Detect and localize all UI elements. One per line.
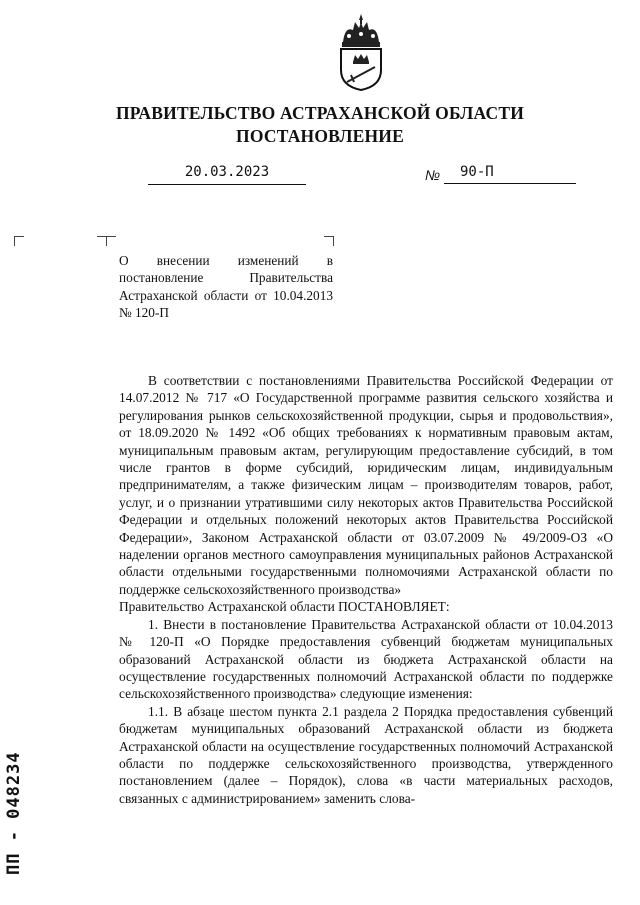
subject-corner-mark-right <box>324 236 334 246</box>
number-label: № <box>425 167 441 183</box>
organization-title: ПРАВИТЕЛЬСТВО АСТРАХАНСКОЙ ОБЛАСТИ <box>115 103 525 123</box>
document-type-title: ПОСТАНОВЛЕНИЕ <box>236 126 404 146</box>
coat-of-arms-icon <box>333 12 389 92</box>
body-paragraph-1: В соответствии с постановлениями Правительства Российской Федерации от 14.07.2012 № 717 «О Государственной программе развития сельского хозяйства и регулирования рынков сельскохозяйственной продукции, сырья и продовольствия», от 18.09.2020 № 1492 «Об общих требованиях к нормативным правовым актам, муниципальным правовым актам, регулирующим предоставление субсидий, в том числе грантов в форме субсидий, юридическим лицам, индивидуальным предпринимателям, а также физическим лицам – производителям товаров, работ, услуг, и о признании утратившими силу некоторых актов Правительства Российской Федерации и отдельных положений некоторых актов Правительства Российской Федерации», Законом Астраханской области от 03.07.2009 № 49/2009-ОЗ «О наделении органов местного самоуправления муниципальных районов Астраханской области отдельными государственными полномочиями Астраханской области по поддержке сельскохозяйственного производства» <box>119 373 613 597</box>
body-paragraph-4: 1.1. В абзаце шестом пункта 2.1 раздела 2 Порядка предоставления субвенций бюджетам муниципальных образований Астраханской области из бюджета Астраханской области на осуществление государственных полномочий Астраханской области по поддержке сельскохозяйственного производства, утвержденного постановлением (далее – Порядок), слова «в части материальных расходов, связанных с администрированием» заменить слова- <box>119 703 613 806</box>
document-subject <box>119 252 333 321</box>
document-body <box>119 372 613 807</box>
subject-corner-mark-left-b <box>106 236 116 246</box>
body-paragraph-3: 1. Внести в постановление Правительства Астраханской области от 10.04.2013 № 120-П «О Порядке предоставления субвенций бюджетам муниципальных образований Астраханской области из бюджета Астраханской области на осуществление государственных полномочий Астраханской области по поддержке сельскохозяйственного производства» следующие изменения: <box>119 616 613 702</box>
left-margin-corner-mark <box>14 236 24 246</box>
subject-text: О внесении изменений в постановление Правительства Астраханской области от 10.04.2013 № 120-П <box>119 253 333 320</box>
serial-number-stamp: ПП - 048234 <box>4 751 24 875</box>
document-date: 20.03.2023 <box>148 164 306 185</box>
document-number: 90-П <box>444 164 576 184</box>
body-paragraph-2: Правительство Астраханской области ПОСТАНОВЛЯЕТ: <box>119 599 450 615</box>
